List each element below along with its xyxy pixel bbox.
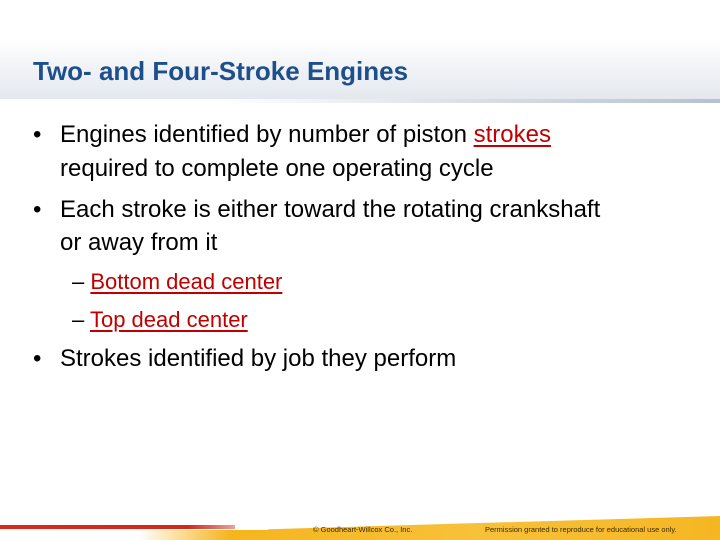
bullet-1-line-2: required to complete one operating cycle	[60, 155, 494, 182]
sub-bullet-1	[72, 269, 282, 295]
bullet-1-line-1	[60, 121, 551, 149]
bullet-2-line-1: Each stroke is either toward the rotating crankshaft	[60, 196, 601, 223]
bullet-3: Strokes identified by job they perform	[60, 345, 457, 372]
footer-fade	[0, 530, 230, 540]
bullet-1-text: Engines identified by number of piston	[60, 121, 474, 148]
term-top-dead-center-link[interactable]: Top dead center	[89, 307, 248, 332]
footer-copyright: © Goodheart-Willcox Co., Inc.	[313, 525, 413, 534]
sub-bullet-2	[72, 307, 248, 333]
footer-permission: Permission granted to reproduce for educational use only.	[485, 525, 677, 534]
title-divider	[0, 99, 720, 103]
slide-title: Two- and Four-Stroke Engines	[33, 56, 409, 86]
term-strokes-link[interactable]: strokes	[473, 121, 551, 148]
bullet-marker: •	[33, 345, 42, 372]
bullet-marker: •	[33, 121, 42, 148]
bullet-2-line-2: or away from it	[60, 229, 218, 256]
sub-bullet-dash: –	[72, 269, 85, 294]
footer-red-stripe	[0, 525, 235, 529]
term-bottom-dead-center-link[interactable]: Bottom dead center	[90, 269, 283, 294]
sub-bullet-dash: –	[72, 307, 85, 332]
bullet-marker: •	[33, 196, 42, 223]
